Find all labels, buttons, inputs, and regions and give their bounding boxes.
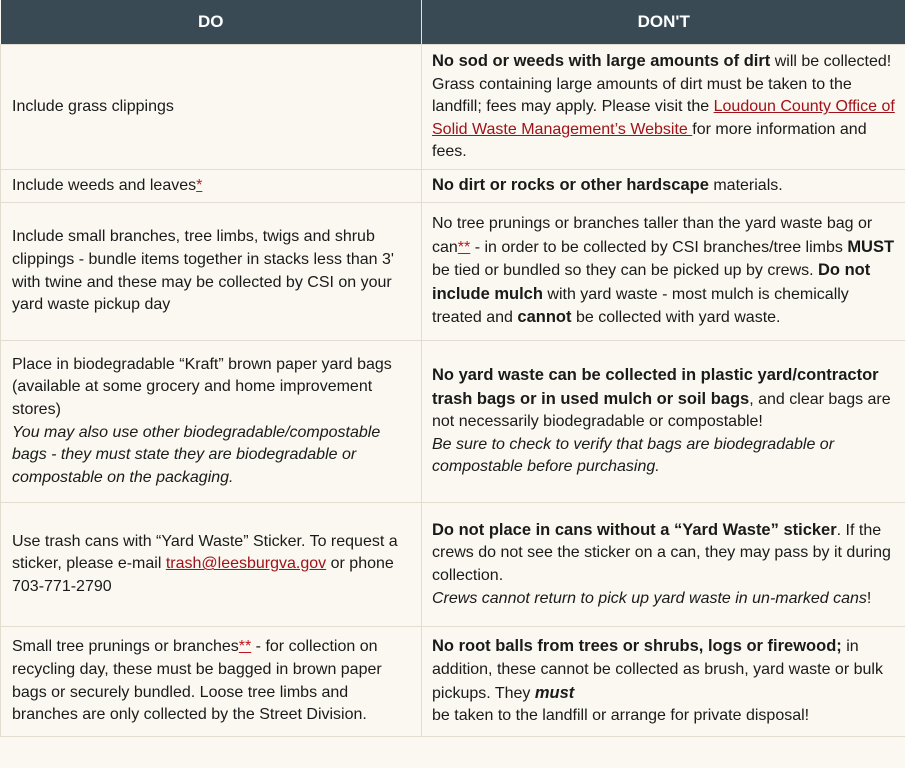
- do-cell: Include weeds and leaves*: [1, 170, 422, 203]
- dont-header: DON'T: [422, 0, 905, 45]
- table-row: [1, 627, 905, 737]
- dont-cell: Do not place in cans without a “Yard Waste” sticker. If the crews do not see the sticker on a can, they may pass by it during collection. Crews cannot return to pick up yard waste in un-marked cans!: [422, 503, 905, 627]
- do-cell: Include small branches, tree limbs, twigs and shrub clippings - bundle items together in stacks less than 3' with twine and these may be collected by CSI on your yard waste pickup day: [1, 203, 422, 341]
- dont-cell: No dirt or rocks or other hardscape materials.: [422, 170, 905, 203]
- dont-cell: No sod or weeds with large amounts of dirt will be collected! Grass containing large amounts of dirt must be taken to the landfill; fees may apply. Please visit the Loudoun County Office of Solid Waste Management’s Website for more information and fees.: [422, 45, 905, 170]
- footnote-double-star-link[interactable]: **: [238, 638, 252, 656]
- footnote-double-star-link[interactable]: **: [457, 238, 471, 256]
- do-header: DO: [1, 0, 422, 45]
- dont-cell: No tree prunings or branches taller than the yard waste bag or can** - in order to be collected by CSI branches/tree limbs MUST be tied or bundled so they can be picked up by crews. Do not include mulch with yard waste - most mulch is chemically treated and cannot be collected with yard waste.: [422, 203, 905, 341]
- footnote-star-link[interactable]: *: [196, 176, 203, 194]
- dont-cell: No yard waste can be collected in plastic yard/contractor trash bags or in used mulch or soil bags, and clear bags are not necessarily biodegradable or compostable! Be sure to check to verify that bags are biodegradable or compostable before purchasing.: [422, 341, 905, 503]
- header-row: [1, 0, 905, 45]
- solid-waste-website-link[interactable]: Loudoun County Office of Solid Waste Management’s Website: [432, 98, 895, 138]
- do-cell: Use trash cans with “Yard Waste” Sticker. To request a sticker, please e-mail trash@leesburgva.gov or phone 703-771-2790: [1, 503, 422, 627]
- dont-cell: No root balls from trees or shrubs, logs or firewood; in addition, these cannot be collected as brush, yard waste or bulk pickups. They must be taken to the landfill or arrange for private disposal!: [422, 627, 905, 737]
- table-row: [1, 170, 905, 203]
- table-row: [1, 45, 905, 170]
- table-row: [1, 203, 905, 341]
- table-row: [1, 503, 905, 627]
- do-cell: Include grass clippings: [1, 45, 422, 170]
- do-cell: Place in biodegradable “Kraft” brown paper yard bags (available at some grocery and home improvement stores) You may also use other biodegradable/compostable bags - they must state they are biodegradable or compostable on the packaging.: [1, 341, 422, 503]
- table-row: [1, 341, 905, 503]
- email-link[interactable]: trash@leesburgva.gov: [165, 555, 327, 573]
- do-cell: Small tree prunings or branches** - for collection on recycling day, these must be bagged in brown paper bags or securely bundled. Loose tree limbs and branches are only collected by the Street Division.: [1, 627, 422, 737]
